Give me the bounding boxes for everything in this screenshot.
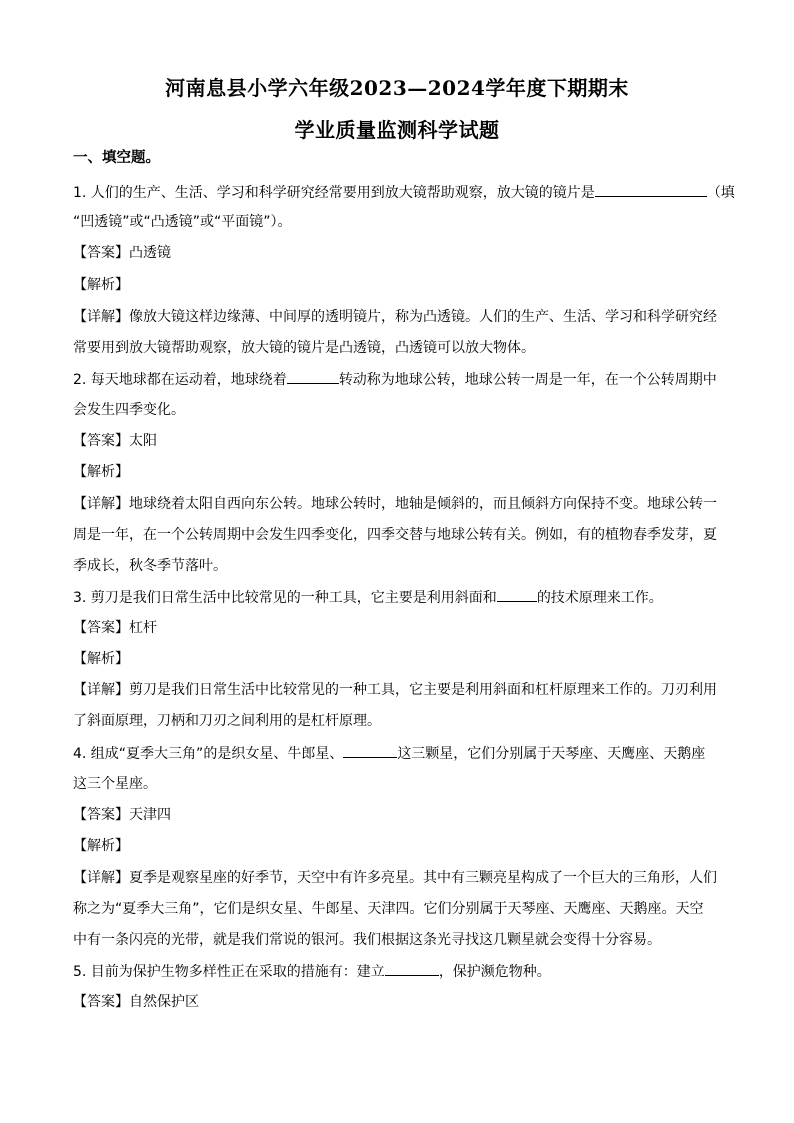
question-4-detail-line1: [73, 869, 723, 887]
question-5-blank: [385, 962, 439, 976]
exam-title-line2: 学业质量监测科学试题: [294, 118, 500, 142]
question-2-blank: [287, 370, 339, 384]
detail-tag: 【详解】: [73, 309, 129, 325]
question-1-line2: “凹透镜”或“凸透镜”或“平面镜”）。: [73, 214, 292, 230]
question-4-text: 4. 组成“夏季大三角”的是织女星、牛郎星、: [73, 746, 344, 762]
question-2-text-after: 转动称为地球公转，地球公转一周是一年，在一个公转周期中: [338, 372, 717, 388]
question-2-line1: [73, 370, 723, 389]
question-2-answer: [73, 432, 723, 450]
question-4-blank: [343, 744, 397, 758]
question-1-blank: [595, 183, 707, 197]
question-5-answer: [73, 993, 723, 1011]
answer-tag: 【答案】: [73, 620, 129, 636]
question-1-text: 1. 人们的生产、生活、学习和科学研究经常要用到放大镜帮助观察，放大镜的镜片是: [73, 185, 595, 201]
question-1-analysis-tag: 【解析】: [73, 277, 129, 293]
question-3-detail-line2: 了斜面原理，刀柄和刀刃之间利用的是杠杆原理。: [73, 713, 381, 729]
detail-text: 地球绕着太阳自西向东公转。地球公转时，地轴是倾斜的，而且倾斜方向保持不变。地球公转一: [129, 496, 717, 512]
question-4-detail-line3: 中有一条闪亮的光带，就是我们常说的银河。我们根据这条光寻找这几颗星就会变得十分容易。: [73, 932, 661, 948]
question-2-detail-line3: 季成长，秋冬季节落叶。: [73, 558, 227, 574]
answer-text: 自然保护区: [129, 994, 199, 1010]
question-2-line2: 会发生四季变化。: [73, 402, 185, 418]
answer-tag: 【答案】: [73, 807, 129, 823]
question-4-line1: [73, 744, 723, 763]
question-5-line1: [73, 962, 723, 981]
answer-tag: 【答案】: [73, 994, 129, 1010]
answer-text: 太阳: [129, 433, 157, 449]
question-5-text-after: ，保护濒危物种。: [438, 964, 551, 980]
question-2-text: 2. 每天地球都在运动着，地球绕着: [73, 372, 287, 388]
question-3-text: 3. 剪刀是我们日常生活中比较常见的一种工具，它主要是利用斜面和: [73, 590, 497, 606]
answer-text: 天津四: [129, 807, 171, 823]
question-3-blank: [497, 588, 537, 602]
detail-text: 剪刀是我们日常生活中比较常见的一种工具，它主要是利用斜面和杠杆原理来工作的。刀刃利用: [129, 682, 717, 698]
question-1-detail-line2: 常要用到放大镜帮助观察，放大镜的镜片是凸透镜，凸透镜可以放大物体。: [73, 340, 535, 356]
detail-tag: 【详解】: [73, 496, 129, 512]
question-1-text-after: （填: [706, 185, 735, 201]
question-4-analysis-tag: 【解析】: [73, 838, 129, 854]
question-4-answer: [73, 806, 723, 824]
exam-title-line1: 河南息县小学六年级2023—2024学年度下期期末: [165, 76, 629, 100]
detail-text: 夏季是观察星座的好季节，天空中有许多亮星。其中有三颗亮星构成了一个巨大的三角形，人们: [129, 870, 717, 886]
detail-tag: 【详解】: [73, 870, 129, 886]
question-1-answer: [73, 244, 723, 262]
answer-tag: 【答案】: [73, 433, 129, 449]
question-2-detail-line2: 周是一年，在一个公转周期中会发生四季变化，四季交替与地球公转有关。例如，有的植物春季发芽，夏: [73, 527, 717, 543]
question-4-line2: 这三个星座。: [73, 776, 157, 792]
question-4-text-after: 这三颗星，它们分别属于天琴座、天鹰座、天鹅座: [397, 746, 706, 762]
detail-text: 像放大镜这样边缘薄、中间厚的透明镜片，称为凸透镜。人们的生产、生活、学习和科学研究经: [129, 309, 717, 325]
answer-text: 杠杆: [129, 620, 157, 636]
answer-text: 凸透镜: [129, 245, 171, 261]
question-5-text: 5. 目前为保护生物多样性正在采取的措施有：建立: [73, 964, 385, 980]
question-3-text-after: 的技术原理来工作。: [536, 590, 663, 606]
question-1-line1: [73, 183, 735, 202]
question-2-detail-line1: [73, 495, 723, 513]
question-3-line1: [73, 588, 723, 607]
question-2-analysis-tag: 【解析】: [73, 464, 129, 480]
question-3-analysis-tag: 【解析】: [73, 651, 129, 667]
question-4-detail-line2: 称之为“夏季大三角”，它们是织女星、牛郎星、天津四。它们分别属于天琴座、天鹰座、天鹅座。天空: [73, 901, 704, 917]
question-3-answer: [73, 619, 723, 637]
detail-tag: 【详解】: [73, 682, 129, 698]
question-3-detail-line1: [73, 681, 723, 699]
section-heading: 一、填空题。: [73, 150, 160, 166]
question-1-detail-line1: [73, 308, 723, 326]
answer-tag: 【答案】: [73, 245, 129, 261]
